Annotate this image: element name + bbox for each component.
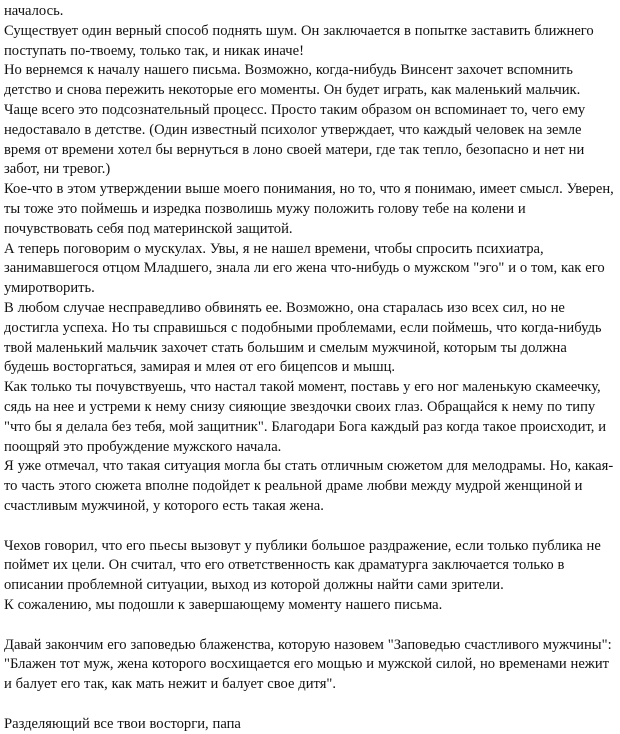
paragraph-gap — [4, 616, 614, 636]
paragraph-continuation: началось. — [4, 3, 64, 19]
paragraph-final-moment: К сожалению, мы подошли к завершающему моменту нашего письма. — [4, 596, 443, 613]
paragraph-muscles: А теперь поговорим о мускулах. Увы, я не нашел времени, чтобы спросить психиатра, занимавшегося отцом Младшего, знала ли его жена что-нибудь о мужском "эго" и о том, как его умиротворить. — [4, 240, 605, 297]
paragraph-commandment: Давай закончим его заповедью блаженства, которую назовем "Заповедью счастливого мужчины": "Блажен тот муж, жена которого восхищается его мощью и мужской силой, но временами нежит и балует его так, как мать нежит и балует свое дитя". — [4, 636, 612, 693]
paragraph-chekhov: Чехов говорил, что его пьесы вызовут у публики большое раздражение, если только публика не поймет их цели. Он считал, что его ответственность как драматурга заключается только в описании проблемной ситуации, выход из которой должны найти сами зрители. — [4, 537, 601, 594]
paragraph-understanding: Кое-что в этом утверждении выше моего понимания, но то, что я понимаю, имеет смысл. Уверен, ты тоже это поймешь и изредка позволишь мужу положить голову тебе на колени и почувствовать себя под материнской защитой. — [4, 181, 614, 237]
paragraph-melodrama: Я уже отмечал, что такая ситуация могла бы стать отличным сюжетом для мелодрамы. Но, какая-то часть этого сюжета вполне подойдет к реальной драме любви между мудрой женщиной и счастливым мужчиной, у которого есть такая жена. — [4, 458, 614, 514]
signature-line: Разделяющий все твои восторги, папа — [4, 715, 241, 732]
paragraph-noise: Существует один верный способ поднять шум. Он заключается в попытке заставить ближнего поступать по-твоему, только так, и никак иначе! — [4, 22, 594, 59]
paragraph-footstool: Как только ты почувствуешь, что настал такой момент, поставь у его ног маленькую скамеечку, сядь на нее и устреми к нему снизу сияющие звездочки своих глаз. Обращайся к нему по типу "что бы я делала без тебя, мой защитник". Благодари Бога каждый раз когда такое происходит, и поощряй это пробуждение мужского начала. — [4, 379, 607, 455]
paragraph-gap — [4, 695, 614, 715]
paragraph-vincent-childhood: Но вернемся к началу нашего письма. Возможно, когда-нибудь Винсент захочет вспомнить детство и снова пережить некоторые его моменты. Он будет играть, как маленький мальчик. Чаще всего это подсознательный процесс. Просто таким образом он вспоминает то, чего ему недоставало в детстве. (Один известный психолог утверждает, что каждый человек на земле время от времени хотел бы вернуться в лоно своей матери, где так тепло, безопасно и нет ни забот, ни тревог.) — [4, 62, 586, 178]
paragraph-blame: В любом случае несправедливо обвинять ее. Возможно, она старалась изо всех сил, но не достигла успеха. Но ты справишься с подобными проблемами, если поймешь, что когда-нибудь твой маленький мальчик захочет стать большим и смелым мужчиной, которым ты должна будешь восторгаться, замирая и млея от его бицепсов и мышц. — [4, 299, 602, 376]
paragraph-gap — [4, 517, 614, 537]
